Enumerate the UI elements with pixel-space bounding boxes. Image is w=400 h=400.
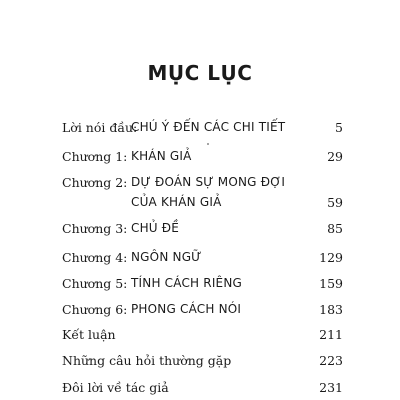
toc-entry-page: 211 xyxy=(319,327,343,342)
toc-entry-title-line: NGÔN NGỮ xyxy=(131,250,202,264)
toc-entry-title xyxy=(131,299,241,319)
toc-entry-title xyxy=(131,247,202,267)
toc-entry-page: 5 xyxy=(335,120,343,135)
toc-entry-title-line: KHÁN GIẢ xyxy=(131,149,192,163)
toc-entry-page: 159 xyxy=(319,276,343,291)
toc-entry-label: Chương 5: xyxy=(62,276,128,291)
toc-entry-label: Những câu hỏi thường gặp xyxy=(62,353,232,368)
toc-entry-label: Chương 6: xyxy=(62,302,128,317)
toc-entry-page: 129 xyxy=(319,250,343,265)
toc-entry-label: Đôi lời về tác giả xyxy=(62,380,169,395)
toc-entry-title xyxy=(131,117,285,137)
toc-entry-title xyxy=(131,172,285,212)
toc-entry-page: 29 xyxy=(327,149,343,164)
toc-entry-label: Chương 4: xyxy=(62,250,128,265)
toc-entry-page: 231 xyxy=(319,380,343,395)
toc-entry-label: Chương 3: xyxy=(62,221,128,236)
toc-entry-page: 59 xyxy=(327,195,343,210)
toc-entry-label: Kết luận xyxy=(62,327,116,342)
toc-entry-label: Chương 1: xyxy=(62,149,128,164)
toc-entry-title-line: CHÚ Ý ĐẾN CÁC CHI TIẾT xyxy=(131,120,286,134)
toc-entry-page: 85 xyxy=(327,221,343,236)
toc-entry-title-line: CHỦ ĐỀ xyxy=(131,221,180,235)
toc-entry-title-line: TÍNH CÁCH RIÊNG xyxy=(131,276,243,290)
toc-entry-title xyxy=(131,146,192,166)
page-title: MỤC LỤC xyxy=(147,61,253,85)
toc-entry-page: 223 xyxy=(319,353,343,368)
toc-entry-title-line: DỰ ĐOÁN SỰ MONG ĐỢI xyxy=(131,175,286,189)
toc-entry-title-line: CỦA KHÁN GIẢ xyxy=(131,195,222,209)
toc-entry-title-line: PHONG CÁCH NÓI xyxy=(131,302,242,316)
toc-entry-page: 183 xyxy=(319,302,343,317)
toc-entry-label: Lời nói đầu: xyxy=(62,120,138,135)
toc-entry-label: Chương 2: xyxy=(62,175,128,190)
toc-entry-title xyxy=(131,218,179,238)
toc-entry-title xyxy=(131,273,242,293)
